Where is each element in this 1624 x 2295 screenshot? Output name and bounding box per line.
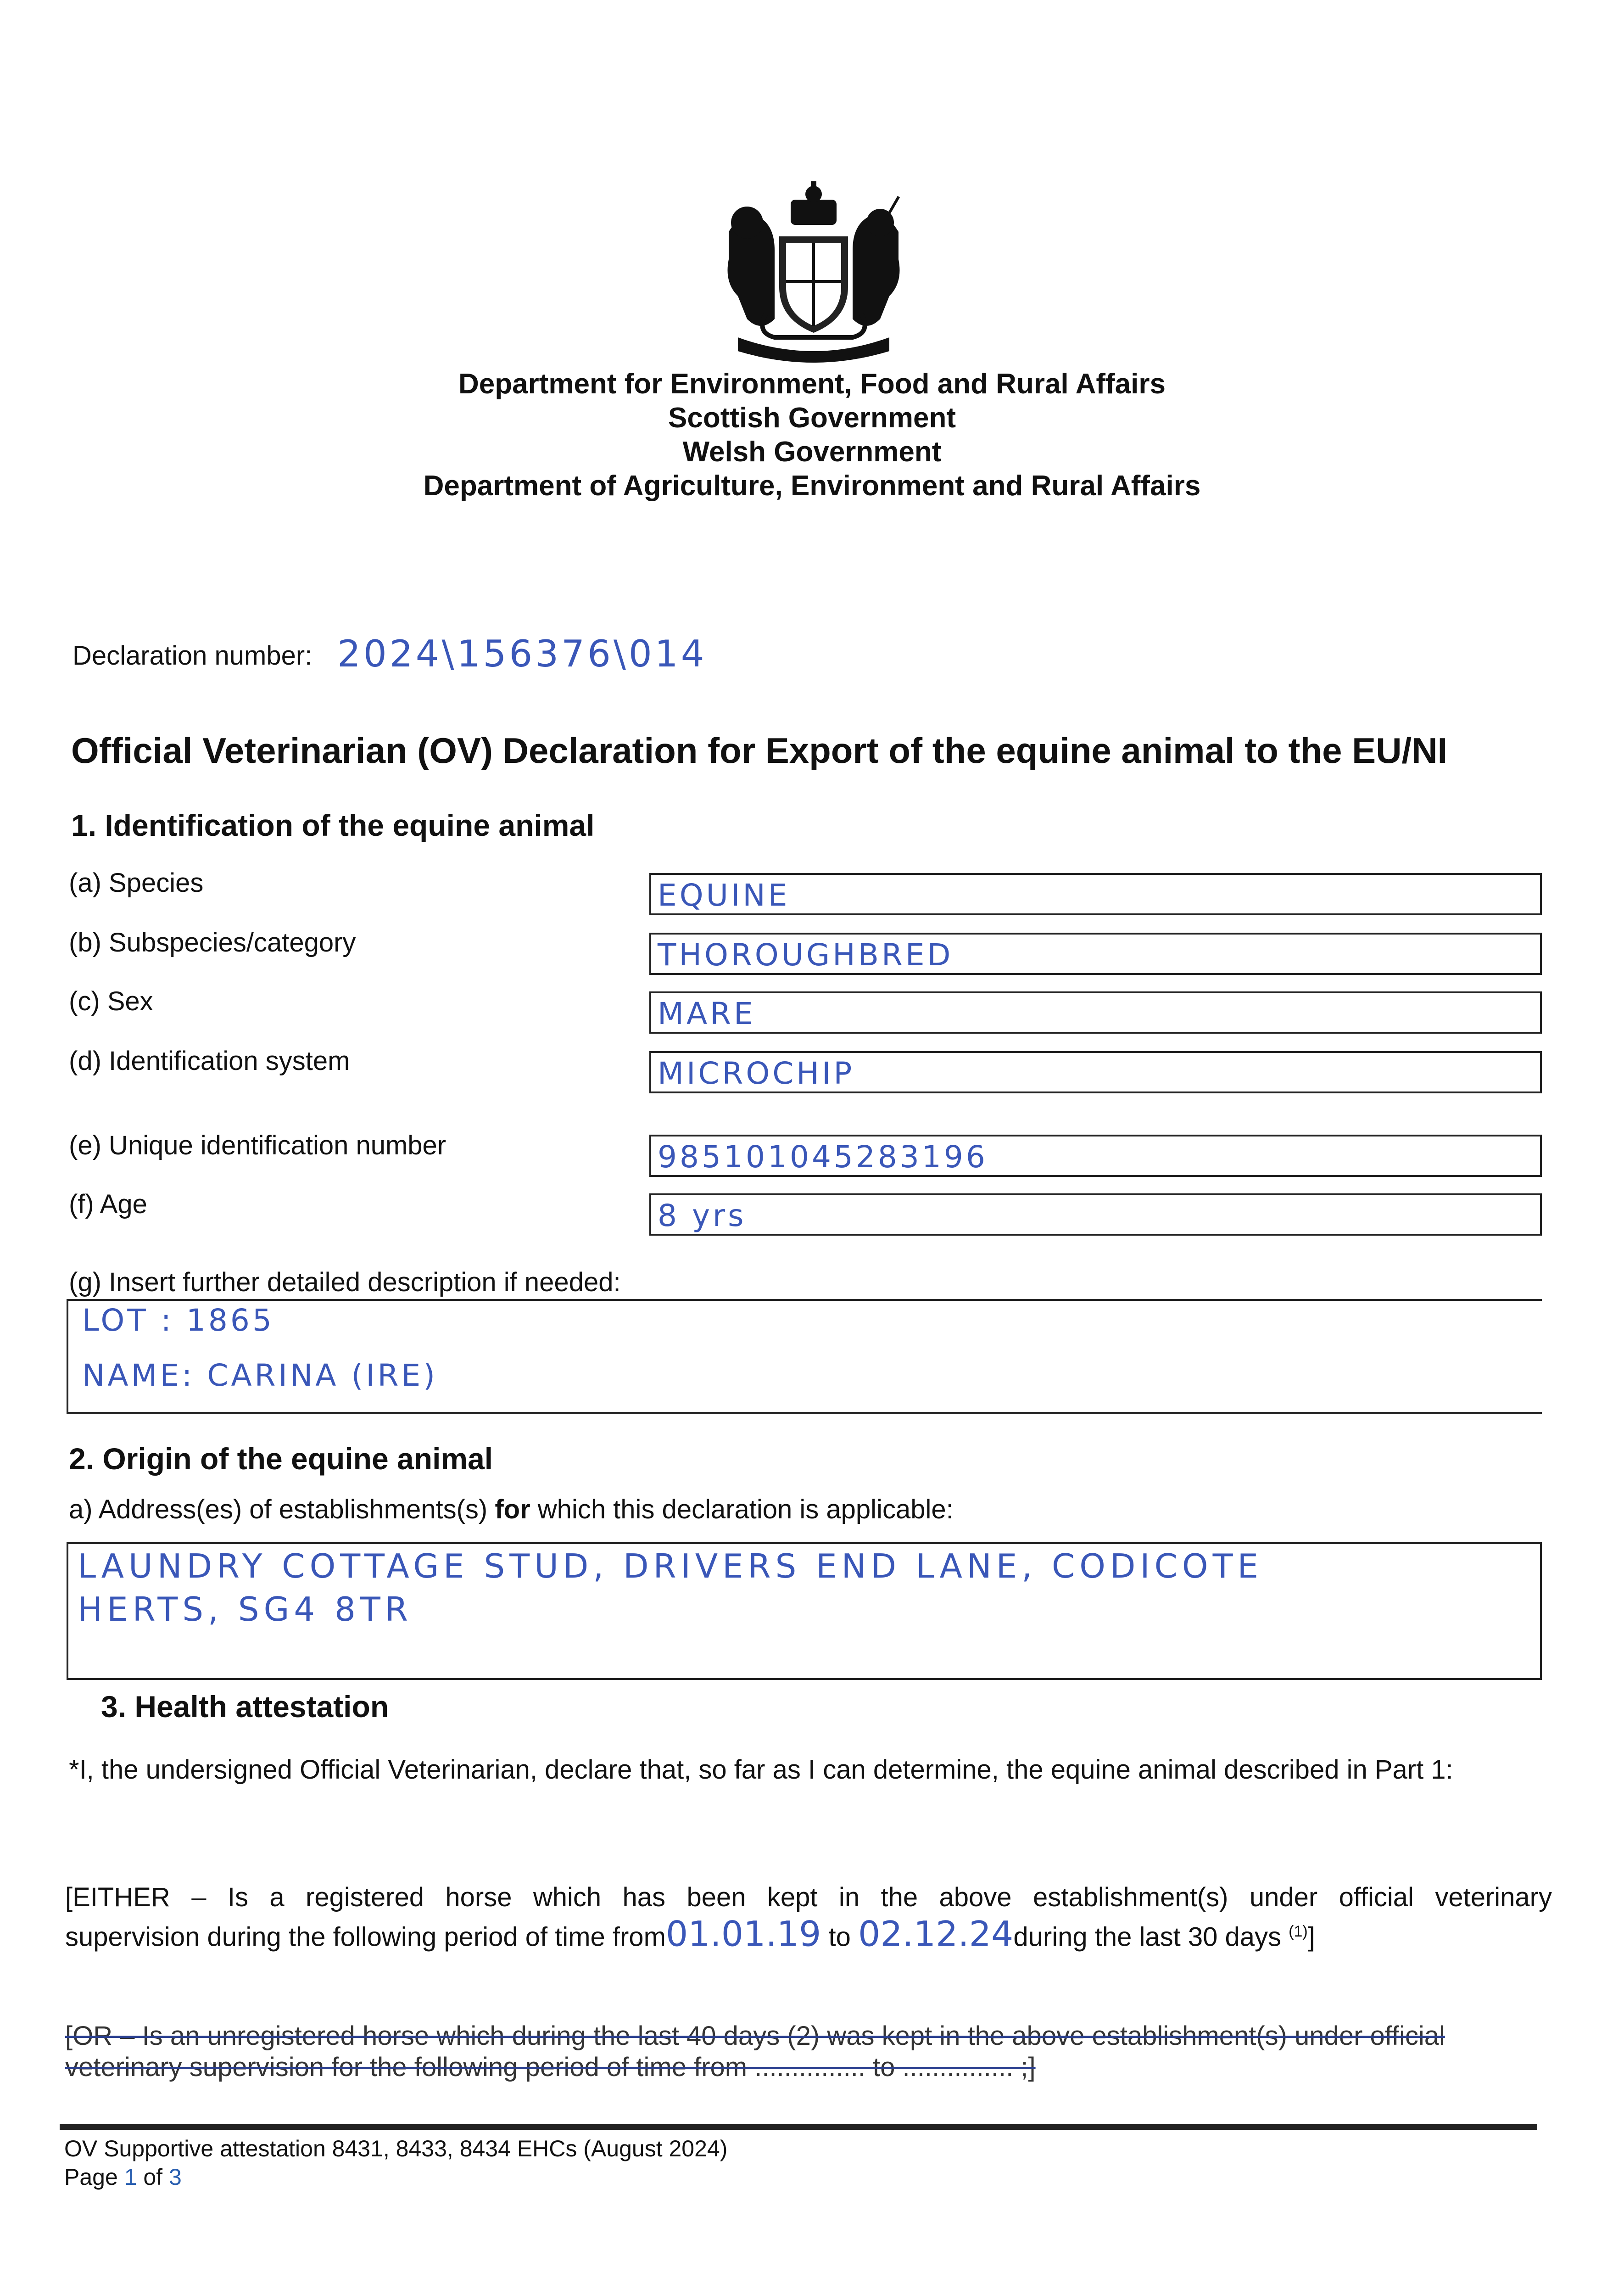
footer-divider [60, 2124, 1537, 2130]
species-field[interactable] [649, 873, 1542, 915]
dept-defra: Department for Environment, Food and Rural Affairs [458, 368, 1166, 400]
date-to-value[interactable]: 02.12.24 [858, 1913, 1014, 1954]
age-field[interactable] [649, 1193, 1542, 1236]
identification-system-field[interactable] [649, 1051, 1542, 1093]
age-value: 8 yrs [658, 1198, 747, 1233]
section3-heading: 3. Health attestation [101, 1690, 389, 1724]
address-label: a) Address(es) of establishments(s) for which this declaration is applicable: [69, 1495, 954, 1524]
unique-id-label: (e) Unique identification number [69, 1131, 446, 1160]
sex-value: MARE [658, 996, 756, 1031]
health-attestation-intro: *I, the undersigned Official Veterinarian, declare that, so far as I can determine, the equine animal described in Part 1: [69, 1755, 1453, 1785]
dept-daera: Department of Agriculture, Environment and Rural Affairs [423, 470, 1201, 502]
either-line-1: [EITHER – Is a registered horse which has been kept in the above establishment(s) under official veterinary [65, 1882, 1552, 1912]
date-from-value[interactable]: 01.01.19 [665, 1913, 821, 1954]
subspecies-field[interactable] [649, 933, 1542, 975]
age-label: (f) Age [69, 1189, 147, 1219]
section2-heading: 2. Origin of the equine animal [69, 1442, 493, 1476]
address-line-2: HERTS, SG4 8TR [78, 1590, 413, 1629]
declaration-number-label: Declaration number: [73, 641, 313, 671]
footer-attestation: OV Supportive attestation 8431, 8433, 8434 EHCs (August 2024) [64, 2136, 728, 2161]
unique-id-value: 985101045283196 [658, 1139, 988, 1175]
species-label: (a) Species [69, 868, 204, 898]
declaration-number-value[interactable]: 2024\156376\014 [337, 633, 707, 675]
identification-system-label: (d) Identification system [69, 1046, 350, 1076]
or-line-2: veterinary supervision for the following period of time from ............... to ............... ;] [65, 2052, 1036, 2082]
subspecies-label: (b) Subspecies/category [69, 928, 356, 957]
either-line-2: supervision during the following period of time from01.01.19 to 02.12.24during the last 30 days $^{(1)}$] [65, 1913, 1315, 1954]
further-description-line-1: LOT : 1865 [82, 1303, 274, 1338]
page-title: Official Veterinarian (OV) Declaration for Export of the equine animal to the EU/NI [71, 730, 1448, 771]
dept-welsh-government: Welsh Government [682, 436, 942, 468]
footer-page-number: Page 1 of 3 [64, 2164, 182, 2190]
further-description-label: (g) Insert further detailed description if needed: [69, 1267, 621, 1297]
or-line-1: [OR – Is an unregistered horse which during the last 40 days (2) was kept in the above establishment(s) under official [65, 2021, 1445, 2051]
further-description-line-2: NAME: CARINA (IRE) [82, 1358, 438, 1393]
identification-system-value: MICROCHIP [658, 1056, 855, 1091]
address-line-1: LAUNDRY COTTAGE STUD, DRIVERS END LANE, CODICOTE [78, 1547, 1263, 1585]
royal-crest-logo [710, 181, 917, 365]
unique-id-field[interactable] [649, 1135, 1542, 1177]
dept-scottish-government: Scottish Government [668, 402, 956, 434]
subspecies-value: THOROUGHBRED [658, 937, 954, 973]
sex-field[interactable] [649, 991, 1542, 1034]
section1-heading: 1. Identification of the equine animal [71, 808, 595, 842]
further-description-box[interactable] [67, 1299, 1542, 1414]
address-box[interactable] [67, 1542, 1542, 1680]
sex-label: (c) Sex [69, 986, 153, 1016]
species-value: EQUINE [658, 878, 790, 913]
